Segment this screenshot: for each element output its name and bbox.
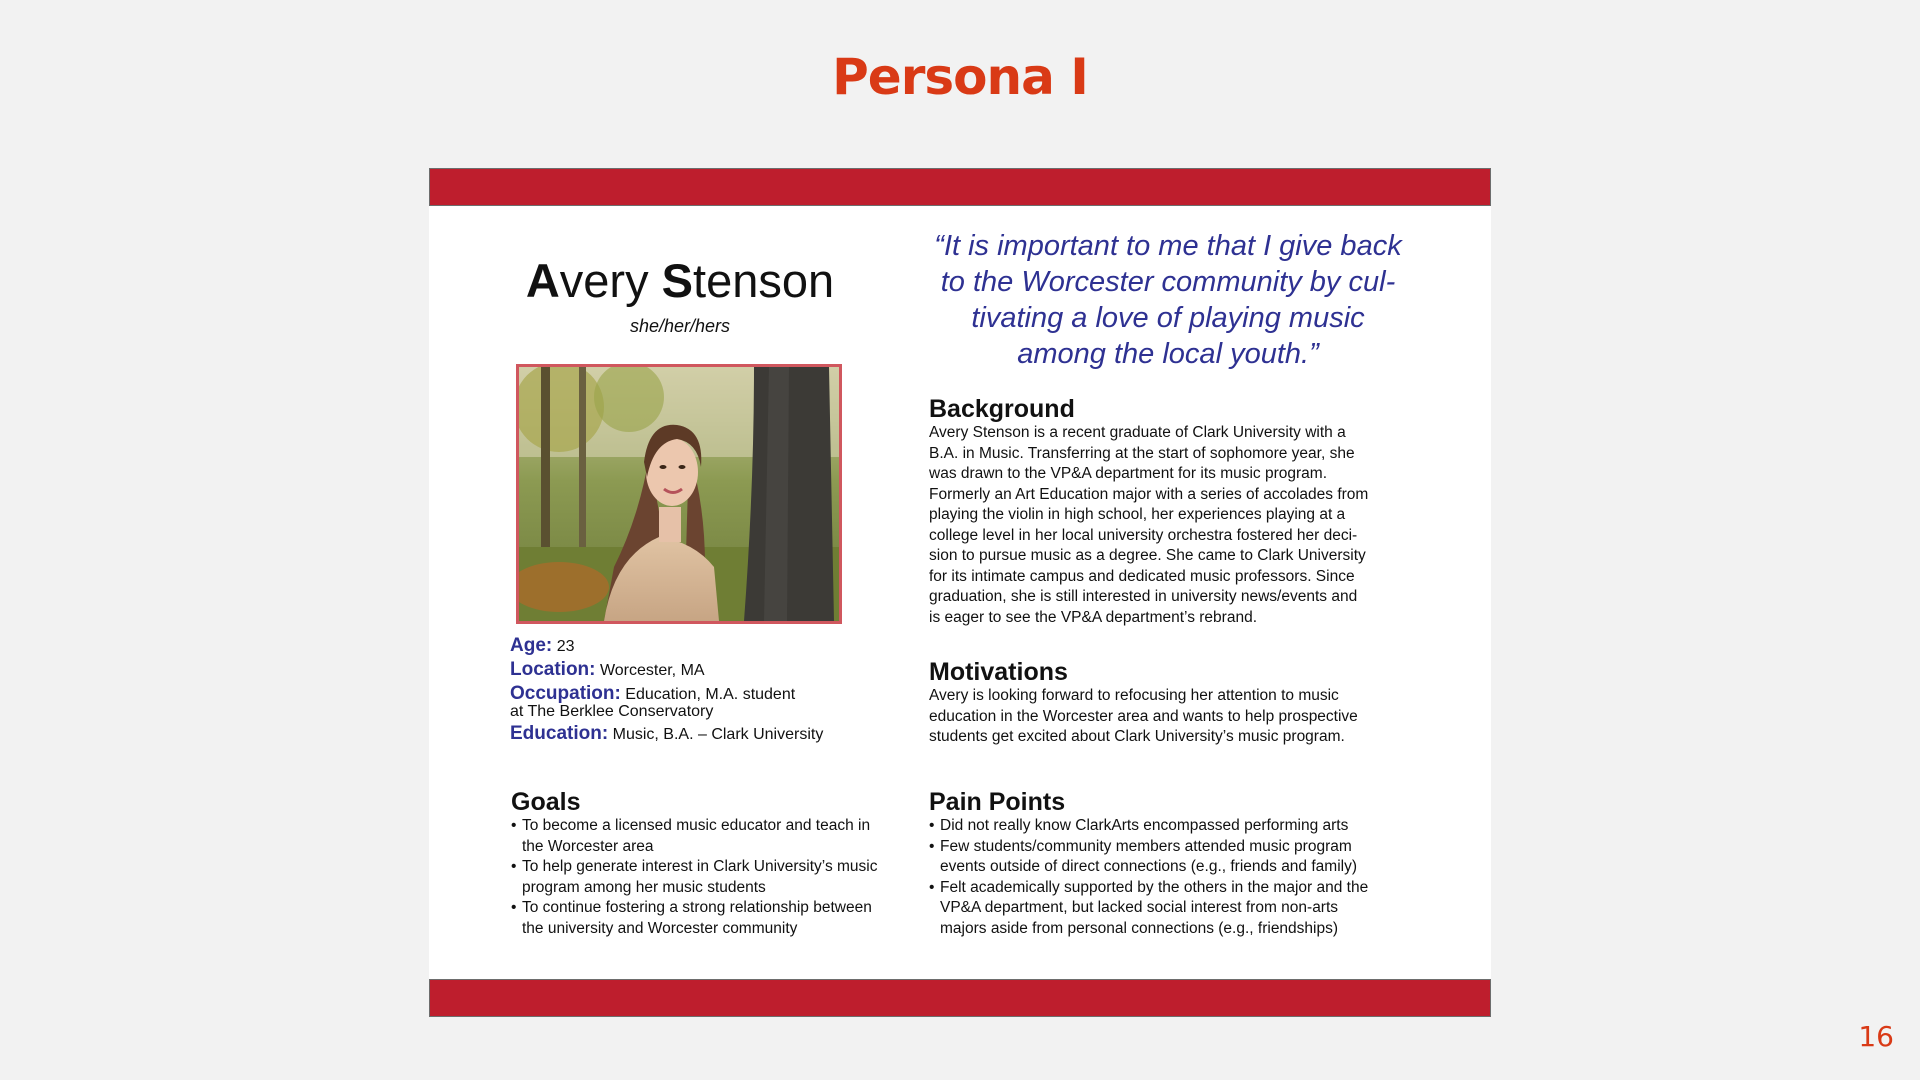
fact-age bbox=[510, 634, 890, 658]
location-label: Location: bbox=[510, 659, 596, 680]
background-line: graduation, she is still interested in university news/events and bbox=[929, 588, 1358, 605]
occupation-value: Education, M.A. student bbox=[625, 686, 796, 703]
quote-line: to the Worcester community by cul- bbox=[940, 266, 1396, 298]
name-first-rest: very bbox=[559, 254, 662, 307]
slide-title: Persona I bbox=[832, 48, 1088, 106]
fact-education bbox=[510, 722, 890, 746]
goal-item: • To become a licensed music educator and teach in the Worcester area bbox=[511, 816, 921, 857]
fact-location bbox=[510, 658, 890, 682]
name-last-rest: tenson bbox=[693, 254, 835, 307]
goals-heading: Goals bbox=[511, 788, 581, 816]
persona-facts bbox=[510, 634, 890, 746]
background-line: is eager to see the VP&A department’s rebrand. bbox=[929, 608, 1257, 626]
name-initial-first: A bbox=[525, 254, 560, 307]
goal-item: • To help generate interest in Clark University’s music program among her music students bbox=[511, 857, 921, 898]
background-line: for its intimate campus and dedicated music professors. Since bbox=[929, 567, 1355, 585]
education-value: Music, B.A. – Clark University bbox=[612, 726, 824, 743]
persona-pronouns: she/her/hers bbox=[629, 316, 731, 336]
pain-point-item: • Few students/community members attended music program events outside of direct connections (e.g., friends and family) bbox=[929, 837, 1439, 878]
goals-list bbox=[511, 816, 921, 939]
education-label: Education: bbox=[510, 723, 609, 744]
motivations-line: students get excited about Clark University’s music program. bbox=[929, 728, 1345, 745]
quote-line: “It is important to me that I give back bbox=[934, 230, 1402, 262]
pain-points-heading: Pain Points bbox=[929, 788, 1066, 816]
background-heading: Background bbox=[929, 395, 1075, 423]
card-bottom-bar bbox=[429, 979, 1491, 1017]
background-line: was drawn to the VP&A department for its music program. bbox=[929, 465, 1328, 482]
location-value: Worcester, MA bbox=[599, 662, 705, 679]
background-line: sion to pursue music as a degree. She came to Clark University bbox=[929, 547, 1366, 564]
page-number: 16 bbox=[1858, 1020, 1894, 1053]
motivations-heading: Motivations bbox=[929, 658, 1068, 686]
background-line: college level in her local university orchestra fostered her deci- bbox=[929, 526, 1358, 544]
background-line: B.A. in Music. Transferring at the start of sophomore year, she bbox=[929, 444, 1355, 462]
card-top-bar bbox=[429, 168, 1491, 206]
motivations-text bbox=[929, 686, 1429, 748]
quote-line: tivating a love of playing music bbox=[971, 302, 1365, 334]
goal-item: • To continue fostering a strong relationship between the university and Worcester community bbox=[511, 898, 921, 939]
occupation-value-cont: at The Berklee Conservatory bbox=[510, 703, 714, 720]
background-text bbox=[929, 423, 1429, 628]
pain-points-list bbox=[929, 816, 1439, 939]
persona-quote bbox=[918, 228, 1418, 372]
background-line: playing the violin in high school, her experiences playing at a bbox=[929, 506, 1346, 523]
occupation-label: Occupation: bbox=[510, 683, 621, 704]
name-initial-last: S bbox=[661, 254, 694, 307]
age-value: 23 bbox=[556, 638, 575, 655]
motivations-line: education in the Worcester area and wants to help prospective bbox=[929, 707, 1358, 725]
portrait-photo bbox=[516, 364, 842, 624]
pain-point-item: • Did not really know ClarkArts encompassed performing arts bbox=[929, 816, 1439, 837]
pain-point-item: • Felt academically supported by the others in the major and the VP&A department, but lacked social interest from non-arts majors aside from personal connections (e.g., friendships) bbox=[929, 878, 1439, 940]
motivations-line: Avery is looking forward to refocusing her attention to music bbox=[929, 687, 1339, 704]
age-label: Age: bbox=[510, 635, 553, 656]
background-line: Avery Stenson is a recent graduate of Clark University with a bbox=[929, 424, 1346, 441]
persona-name bbox=[515, 253, 845, 308]
quote-line: among the local youth.” bbox=[1017, 338, 1319, 370]
background-line: Formerly an Art Education major with a series of accolades from bbox=[929, 485, 1369, 503]
